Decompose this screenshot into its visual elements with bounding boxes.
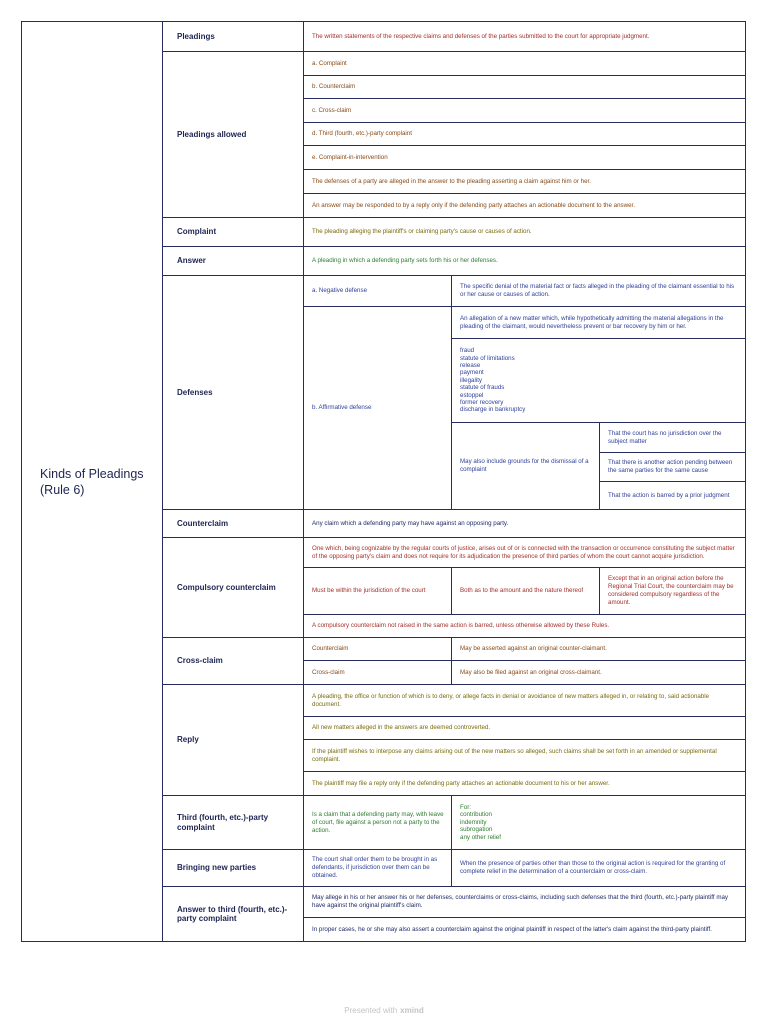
pleadings-allowed-note: An answer may be responded to by a reply only if the defending party attaches an actionable document to the answer. <box>304 194 746 218</box>
topic-pleadings-allowed: Pleadings allowed <box>163 52 304 218</box>
negative-defense-definition: The specific denial of the material fact or facts alleged in the pleading of the claimant essential to his or her cause or causes of action. <box>452 276 746 307</box>
topic-third-party-complaint: Third (fourth, etc.)-party complaint <box>163 796 304 850</box>
pleadings-allowed-item: c. Cross-claim <box>304 99 746 123</box>
list-item: estoppel <box>460 391 484 399</box>
topic-cross-claim: Cross-claim <box>163 638 304 685</box>
dismissal-ground: That the action is barred by a prior judgment <box>600 482 746 510</box>
counterclaim-definition: Any claim which a defending party may have against an opposing party. <box>304 510 746 538</box>
pleadings-allowed-note: The defenses of a party are alleged in the answer to the pleading asserting a claim against him or her. <box>304 170 746 194</box>
list-item: former recovery <box>460 399 504 407</box>
list-item: illegality <box>460 376 483 384</box>
compulsory-counterclaim-definition: One which, being cognizable by the regular courts of justice, arises out of or is connected with the transaction or occurrence constituting the subject matter of the opposing party's claim and does not require for its adjudication the presence of third parties of whom the court cannot acquire jurisdiction. <box>304 538 746 568</box>
reply-item: A pleading, the office or function of which is to deny, or allege facts in denial or avoidance of new matters alleged in, or relating to, said actionable document. <box>304 685 746 717</box>
cross-claim-rule: May also be filed against an original cross-claimant. <box>452 661 746 685</box>
list-item: fraud <box>460 347 475 355</box>
examples-list <box>460 347 525 414</box>
pleadings-allowed-item: a. Complaint <box>304 52 746 76</box>
presented-with-xmind-link[interactable] <box>0 1006 768 1016</box>
answer-to-third-party-item: May allege in his or her answer his or her defenses, counterclaims or cross-claims, including such defenses that the third (fourth, etc.)-party plaintiff may have against the original plaintiff's claim. <box>304 887 746 918</box>
reply-item: All new matters alleged in the answers are deemed controverted. <box>304 717 746 740</box>
topic-reply: Reply <box>163 685 304 796</box>
root-title: Kinds of Pleadings (Rule 6) <box>40 466 144 497</box>
purposes-heading: For: <box>460 803 472 811</box>
dismissal-ground: That there is another action pending between the same parties for the same cause <box>600 453 746 482</box>
topic-bringing-new-parties: Bringing new parties <box>163 850 304 887</box>
cross-claim-rule: May be asserted against an original counter-claimant. <box>452 638 746 661</box>
compulsory-counterclaim-exception: Except that in an original action before the Regional Trial Court, the counterclaim may be considered compulsory regardless of the amount. <box>600 568 746 615</box>
list-item: any other relief <box>460 833 501 841</box>
topic-pleadings: Pleadings <box>163 22 304 52</box>
reply-item: The plaintiff may file a reply only if the defending party attaches an actionable document to his or her answer. <box>304 772 746 796</box>
dismissal-grounds-label: May also include grounds for the dismissal of a complaint <box>452 423 600 510</box>
answer-definition: A pleading in which a defending party sets forth his or her defenses. <box>304 247 746 276</box>
third-party-complaint-purposes <box>452 796 746 850</box>
pleadings-allowed-item: b. Counterclaim <box>304 76 746 99</box>
answer-to-third-party-item: In proper cases, he or she may also assert a counterclaim against the original plaintiff in respect of the latter's claim against the third-party plaintiff. <box>304 918 746 942</box>
xmind-logo: xmind <box>400 1006 424 1015</box>
pleadings-definition: The written statements of the respective claims and defenses of the parties submitted to the court for appropriate judgment. <box>304 22 746 52</box>
negative-defense-label: a. Negative defense <box>304 276 452 307</box>
complaint-definition: The pleading alleging the plaintiff's or claiming party's cause or causes of action. <box>304 218 746 247</box>
list-item: payment <box>460 369 484 377</box>
affirmative-defense-examples <box>452 339 746 423</box>
footer-prefix: Presented with <box>344 1006 398 1015</box>
topic-answer-to-third-party-complaint: Answer to third (fourth, etc.)-party complaint <box>163 887 304 942</box>
cross-claim-against: Counterclaim <box>304 638 452 661</box>
affirmative-defense-label: b. Affirmative defense <box>304 307 452 510</box>
topic-answer: Answer <box>163 247 304 276</box>
root-topic <box>22 22 163 942</box>
reply-item: If the plaintiff wishes to interpose any claims arising out of the new matters so alleged, such claims shall be set forth in an amended or supplemental complaint. <box>304 740 746 772</box>
list-item: subrogation <box>460 826 493 834</box>
topic-compulsory-counterclaim: Compulsory counterclaim <box>163 538 304 638</box>
topic-defenses: Defenses <box>163 276 304 510</box>
compulsory-counterclaim-bar: A compulsory counterclaim not raised in the same action is barred, unless otherwise allowed by these Rules. <box>304 615 746 638</box>
topic-counterclaim: Counterclaim <box>163 510 304 538</box>
bringing-new-parties-when: When the presence of parties other than those to the original action is required for the granting of complete relief in the determination of a counterclaim or cross-claim. <box>452 850 746 887</box>
list-item: statute of limitations <box>460 354 515 362</box>
pleadings-table <box>21 21 746 942</box>
purposes-list <box>460 804 501 841</box>
compulsory-counterclaim-scope: Both as to the amount and the nature thereof <box>452 568 600 615</box>
dismissal-ground: That the court has no jurisdiction over the subject matter <box>600 423 746 453</box>
list-item: statute of frauds <box>460 384 505 392</box>
compulsory-counterclaim-jurisdiction: Must be within the jurisdiction of the court <box>304 568 452 615</box>
affirmative-defense-definition: An allegation of a new matter which, while hypothetically admitting the material allegations in the pleading of the claimant, would nevertheless prevent or bar recovery by him or her. <box>452 307 746 339</box>
third-party-complaint-definition: Is a claim that a defending party may, with leave of court, file against a person not a party to the action. <box>304 796 452 850</box>
cross-claim-against: Cross-claim <box>304 661 452 685</box>
pleadings-allowed-item: d. Third (fourth, etc.)-party complaint <box>304 123 746 146</box>
list-item: indemnity <box>460 818 487 826</box>
list-item: contribution <box>460 811 492 819</box>
topic-complaint: Complaint <box>163 218 304 247</box>
list-item: release <box>460 361 481 369</box>
list-item: discharge in bankruptcy <box>460 406 526 414</box>
bringing-new-parties-order: The court shall order them to be brought in as defendants, if jurisdiction over them can be obtained. <box>304 850 452 887</box>
pleadings-allowed-item: e. Complaint-in-intervention <box>304 146 746 170</box>
